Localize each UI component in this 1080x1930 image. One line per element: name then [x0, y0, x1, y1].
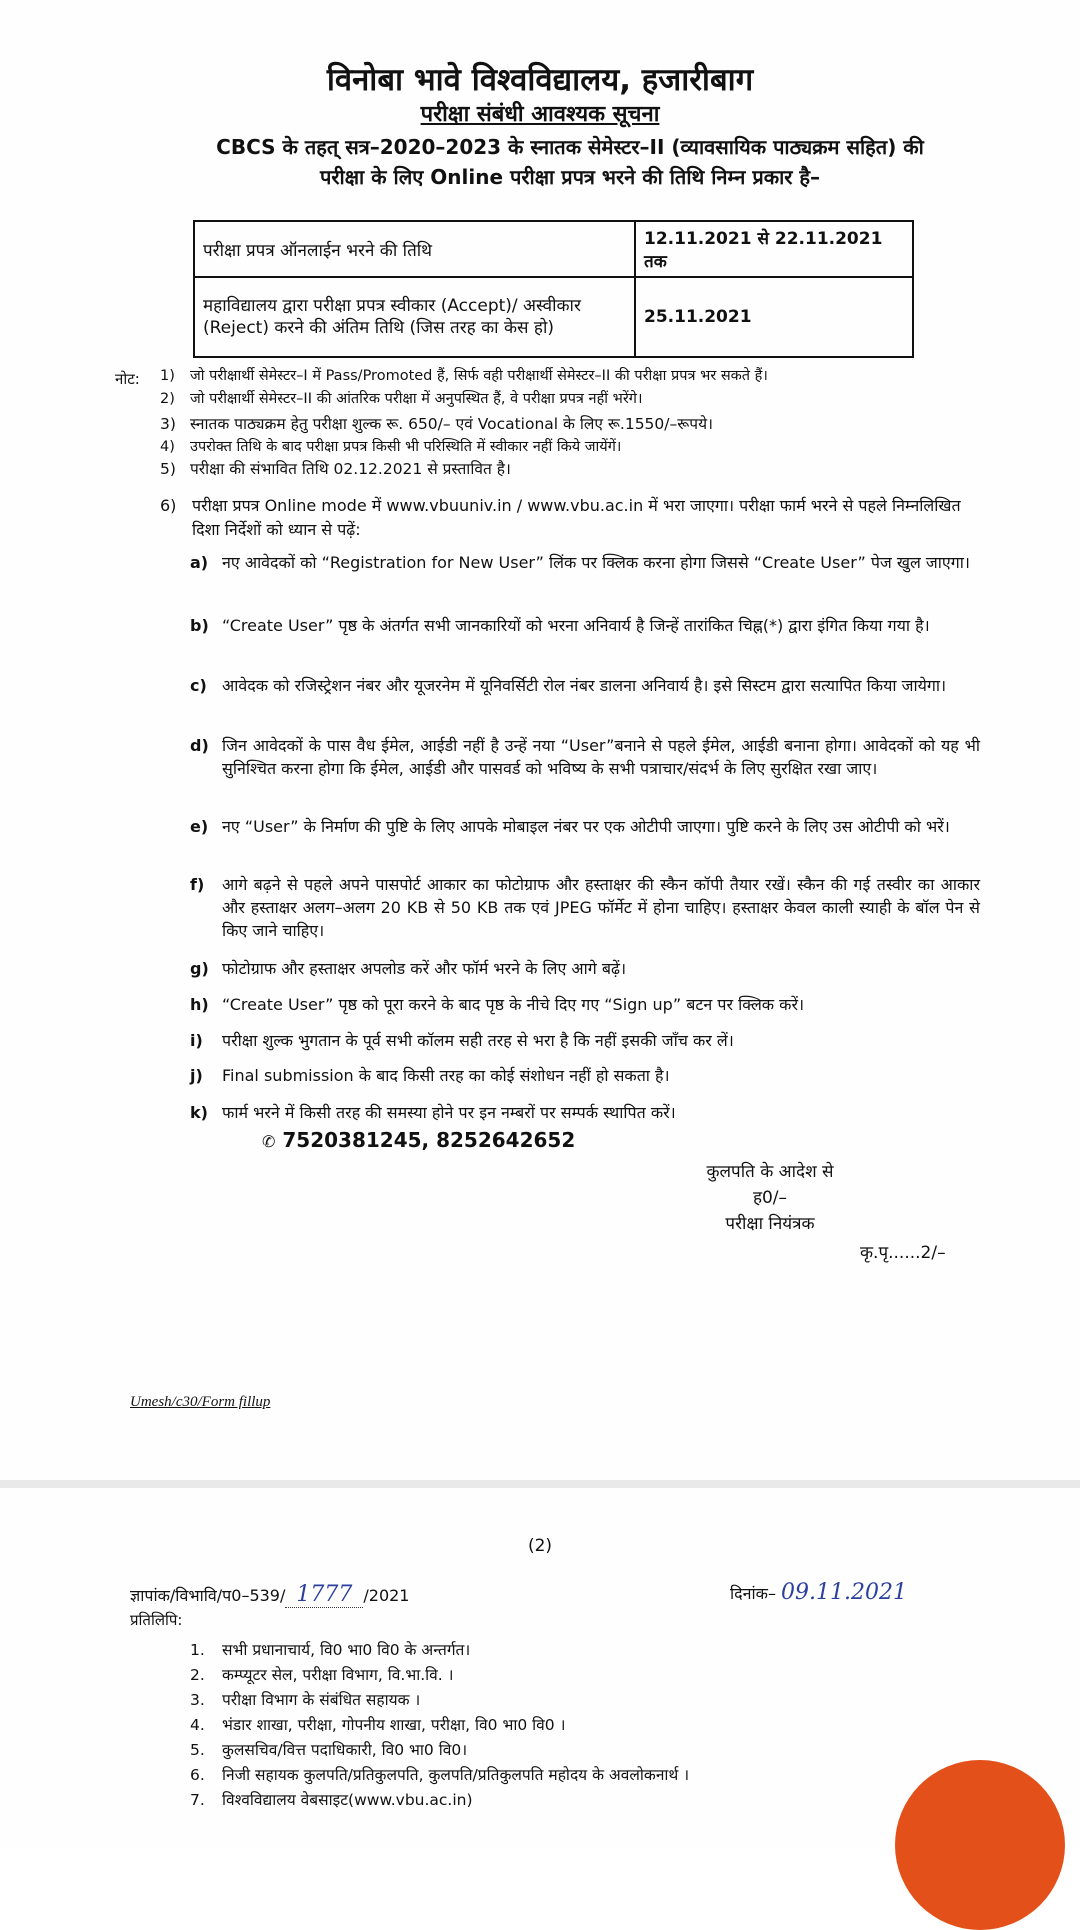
- note-item-6: [160, 494, 990, 542]
- university-title: विनोबा भावे विश्वविद्यालय, हजारीबाग: [326, 62, 754, 98]
- instruction-text: आवेदक को रजिस्ट्रेशन नंबर और यूजरनेम में यूनिवर्सिटी रोल नंबर डालना अनिवार्य है। इसे सिस्टम द्वारा सत्यापित किया जायेगा।: [222, 676, 947, 695]
- list-number: 1.: [190, 1641, 205, 1659]
- instruction-text: परीक्षा शुल्क भुगतान के पूर्व सभी कॉलम सही तरह से भरा है कि नहीं इसकी जाँच कर लें।: [222, 1031, 734, 1050]
- note-number: 6): [160, 496, 177, 515]
- note-text: परीक्षा की संभावित तिथि 02.12.2021 से प्रस्तावित है।: [190, 460, 511, 478]
- instruction-letter: a): [190, 553, 209, 572]
- note-item: [160, 459, 980, 479]
- table-row: [194, 221, 913, 277]
- note-text: स्नातक पाठ्यक्रम हेतु परीक्षा शुल्क रू. 650/– एवं Vocational के लिए रू.1550/–रूपये।: [190, 415, 713, 433]
- list-number: 5.: [190, 1741, 205, 1759]
- signature-line-order: कुलपति के आदेश से: [706, 1162, 834, 1182]
- table-cell-label: महाविद्यालय द्वारा परीक्षा प्रपत्र स्वीकार (Accept)/ अस्वीकार (Reject) करने की अंतिम तिथि (जिस तरह का केस हो): [194, 277, 635, 357]
- list-number: 4.: [190, 1716, 205, 1734]
- list-number: 7.: [190, 1791, 205, 1809]
- memo-number: [130, 1582, 409, 1608]
- instruction-text: Final submission के बाद किसी तरह का कोई संशोधन नहीं हो सकता है।: [222, 1066, 670, 1085]
- list-item: [190, 1688, 1050, 1713]
- list-text: कुलसचिव/वित्त पदाधिकारी, वि0 भा0 वि0।: [222, 1741, 468, 1759]
- instruction-text: “Create User” पृष्ठ को पूरा करने के बाद पृष्ठ के नीचे दिए गए “Sign up” बटन पर क्लिक करें।: [222, 995, 805, 1014]
- instruction-item: [190, 1101, 980, 1124]
- list-text: भंडार शाखा, परीक्षा, गोपनीय शाखा, परीक्षा, वि0 भा0 वि0 ।: [222, 1716, 566, 1734]
- instruction-letter: e): [190, 817, 209, 836]
- list-number: 2.: [190, 1666, 205, 1684]
- memo-suffix: /2021: [363, 1586, 410, 1605]
- instruction-letter: d): [190, 736, 209, 755]
- instruction-letter: h): [190, 995, 209, 1014]
- list-item: [190, 1638, 1050, 1663]
- instruction-letter: j): [190, 1066, 203, 1085]
- note-item: [160, 414, 980, 434]
- stamp-seal: [895, 1760, 1065, 1930]
- memo-date: [730, 1580, 907, 1605]
- memo-prefix: ज्ञापांक/विभावि/प0–539/: [130, 1586, 286, 1605]
- note-number: 3): [160, 415, 176, 433]
- note-text: जो परीक्षार्थी सेमेस्टर–II की आंतरिक परीक्षा में अनुपस्थित हैं, वे परीक्षा प्रपत्र नहीं भरेंगे।: [190, 391, 643, 407]
- dates-table: [193, 220, 914, 358]
- list-item: [190, 1738, 1050, 1763]
- page-number: (2): [527, 1536, 553, 1556]
- instruction-text: जिन आवेदकों के पास वैध ईमेल, आईडी नहीं है उन्हें नया “User”बनाने से पहले ईमेल, आईडी बनाना होगा। आवेदकों को यह भी सुनिश्चित करना होगा कि ईमेल, आईडी और पासवर्ड को भविष्य के सभी पत्राचार/संदर्भ के लिए सुरक्षित रखा जाए।: [222, 736, 980, 778]
- note-number: 5): [160, 460, 176, 478]
- note-number: 4): [160, 439, 175, 455]
- intro-line-1: CBCS के तहत् सत्र–2020–2023 के स्नातक सेमेस्टर–II (व्यावसायिक पाठ्यक्रम सहित) की: [216, 135, 924, 159]
- signature-block: [640, 1159, 900, 1237]
- list-number: 6.: [190, 1766, 205, 1784]
- instruction-item: [190, 993, 980, 1016]
- instruction-text: आगे बढ़ने से पहले अपने पासपोर्ट आकार का फोटोग्राफ और हस्ताक्षर की स्कैन कॉपी तैयार रखें। स्कैन की गई तस्वीर का आकार और हस्ताक्षर अलग–अलग 20 KB से 50 KB तक एवं JPEG फॉर्मेट में होना चाहिए। हस्ताक्षर केवल काली स्याही के बॉल पेन से किए जाने चाहिए।: [222, 875, 980, 940]
- copy-label: प्रतिलिपि:: [130, 1611, 183, 1629]
- file-reference: Umesh/c30/Form fillup: [130, 1394, 271, 1410]
- date-label: दिनांक–: [730, 1584, 776, 1603]
- list-text: परीक्षा विभाग के संबंधित सहायक ।: [222, 1691, 421, 1709]
- notice-title: [0, 98, 1080, 128]
- list-text: सभी प्रधानाचार्य, वि0 भा0 वि0 के अन्तर्गत।: [222, 1641, 471, 1659]
- list-item: [190, 1663, 1050, 1688]
- instruction-item: [190, 674, 980, 697]
- instruction-item: [190, 957, 980, 980]
- note-item: [160, 366, 980, 386]
- instruction-item: [190, 551, 980, 574]
- continued-note: कृ.पृ......2/–: [860, 1243, 946, 1263]
- signature-line-signed: ह0/–: [752, 1188, 788, 1208]
- instruction-item: [190, 734, 980, 780]
- instruction-letter: i): [190, 1031, 203, 1050]
- list-number: 3.: [190, 1691, 205, 1709]
- phone-numbers-text: 7520381245, 8252642652: [282, 1128, 576, 1152]
- table-cell-value: 12.11.2021 से 22.11.2021 तक: [635, 221, 913, 277]
- instruction-letter: b): [190, 616, 209, 635]
- list-text: निजी सहायक कुलपति/प्रतिकुलपति, कुलपति/प्रतिकुलपति महोदय के अवलोकनार्थ ।: [222, 1766, 690, 1784]
- instruction-letter: k): [190, 1103, 208, 1122]
- list-text: विश्वविद्यालय वेबसाइट(www.vbu.ac.in): [222, 1791, 473, 1809]
- table-cell-value: 25.11.2021: [635, 277, 913, 357]
- phone-icon: ✆: [262, 1132, 276, 1151]
- notice-title-text: परीक्षा संबंधी आवश्यक सूचना: [420, 102, 660, 127]
- intro-text: [140, 132, 1000, 192]
- instruction-item: [190, 1064, 980, 1087]
- note-text: परीक्षा प्रपत्र Online mode में www.vbuuniv.in / www.vbu.ac.in में भरा जाएगा। परीक्षा फार्म भरने से पहले निम्नलिखित दिशा निर्देशों को ध्यान से पढ़ें:: [192, 496, 961, 539]
- date-handwritten-value: 09.11.2021: [781, 1580, 908, 1605]
- note-number: 2): [160, 391, 175, 407]
- table-row: [194, 277, 913, 357]
- instruction-letter: f): [190, 875, 205, 894]
- instruction-item: [190, 815, 980, 838]
- instruction-letter: g): [190, 959, 209, 978]
- signature-line-designation: परीक्षा नियंत्रक: [725, 1214, 815, 1234]
- instruction-text: फार्म भरने में किसी तरह की समस्या होने पर इन नम्बरों पर सम्पर्क स्थापित करें।: [222, 1103, 676, 1122]
- instruction-item: [190, 873, 980, 942]
- helpline-numbers: [262, 1128, 575, 1152]
- note-text: उपरोक्त तिथि के बाद परीक्षा प्रपत्र किसी भी परिस्थिति में स्वीकार नहीं किये जायेंगें।: [190, 439, 622, 455]
- page-separator: [0, 1480, 1080, 1488]
- note-label: नोट:: [115, 370, 140, 388]
- list-text: कम्प्यूटर सेल, परीक्षा विभाग, वि.भा.वि. ।: [222, 1666, 454, 1684]
- instruction-item: [190, 1029, 980, 1052]
- instruction-text: नए आवेदकों को “Registration for New User” लिंक पर क्लिक करना होगा जिससे “Create User” पेज खुल जाएगा।: [222, 553, 970, 572]
- note-item: [160, 389, 980, 409]
- list-item: [190, 1713, 1050, 1738]
- note-item: [160, 437, 980, 457]
- instruction-letter: c): [190, 676, 207, 695]
- instruction-text: नए “User” के निर्माण की पुष्टि के लिए आपके मोबाइल नंबर पर एक ओटीपी जाएगा। पुष्टि करने के लिए उस ओटीपी को भरें।: [222, 817, 950, 836]
- instruction-text: “Create User” पृष्ठ के अंतर्गत सभी जानकारियों को भरना अनिवार्य है जिन्हें तारांकित चिह्न(*) द्वारा इंगित किया गया है।: [222, 616, 930, 635]
- instruction-text: फोटोग्राफ और हस्ताक्षर अपलोड करें और फॉर्म भरने के लिए आगे बढ़ें।: [222, 959, 627, 978]
- intro-line-2: परीक्षा के लिए Online परीक्षा प्रपत्र भरने की तिथि निम्न प्रकार है–: [319, 165, 821, 189]
- table-cell-label: परीक्षा प्रपत्र ऑनलाईन भरने की तिथि: [194, 221, 635, 277]
- note-text: जो परीक्षार्थी सेमेस्टर–I में Pass/Promoted हैं, सिर्फ वही परीक्षार्थी सेमेस्टर–II की परीक्षा प्रपत्र भर सकते हैं।: [190, 368, 768, 384]
- instruction-item: [190, 614, 980, 637]
- note-number: 1): [160, 368, 175, 384]
- memo-handwritten-number: 1777: [285, 1582, 363, 1608]
